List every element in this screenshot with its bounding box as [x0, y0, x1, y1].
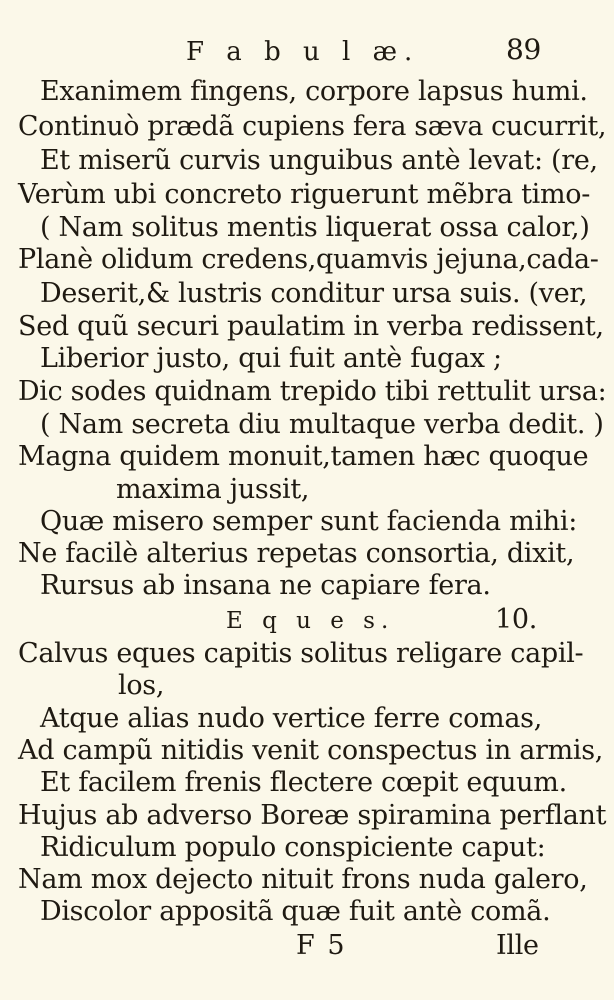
verse-line: Verùm ubi concreto riguerunt mẽbra timo-	[18, 179, 591, 210]
verse-line: Rursus ab insana ne capiare fera.	[40, 570, 491, 601]
verse-line: Et facilem frenis flectere cœpit equum.	[40, 767, 567, 798]
verse-line: Exanimem fingens, corpore lapsus humi.	[40, 76, 588, 107]
verse-line: Magna quidem monuit,tamen hæc quoque	[18, 441, 589, 472]
fable-number: 10.	[495, 604, 538, 635]
verse-line: ( Nam secreta diu multaque verba dedit. )	[40, 409, 604, 440]
verse-line: maxima jussit,	[116, 474, 310, 505]
fable-title: E q u e s.	[226, 608, 395, 634]
verse-line: Sed quũ securi paulatim in verba redissent,	[18, 311, 604, 342]
verse-line: los,	[118, 670, 165, 701]
verse-line: Liberior justo, qui fuit antè fugax ;	[40, 343, 502, 374]
verse-line: Ad campũ nitidis venit conspectus in armis,	[18, 735, 604, 766]
signature-mark: F 5	[296, 930, 347, 961]
page-number: 89	[506, 33, 542, 66]
verse-line: Ne facilè alterius repetas consortia, dixit,	[18, 538, 575, 569]
verse-line: Nam mox dejecto nituit frons nuda galero,	[18, 864, 588, 895]
verse-line: Discolor appositã quæ fuit antè comã.	[40, 896, 551, 927]
verse-line: Planè olidum credens,quamvis jejuna,cada-	[18, 244, 599, 275]
verse-line: Calvus eques capitis solitus religare capil-	[18, 638, 584, 669]
verse-line: ( Nam solitus mentis liquerat ossa calor,)	[40, 212, 590, 243]
verse-line: Hujus ab adverso Boreæ spiramina perflant	[18, 800, 607, 831]
catchword: Ille	[496, 930, 539, 961]
verse-line: Dic sodes quidnam trepido tibi rettulit ursa:	[18, 376, 607, 407]
running-head: F a b u l æ.	[186, 37, 420, 67]
verse-line: Continuò prædã cupiens fera sæva cucurrit,	[18, 111, 607, 142]
verse-line: Quæ misero semper sunt facienda mihi:	[40, 506, 577, 537]
verse-line: Ridiculum populo conspiciente caput:	[40, 832, 546, 863]
verse-line: Et miserũ curvis unguibus antè levat: (re,	[40, 145, 598, 176]
verse-line: Atque alias nudo vertice ferre comas,	[40, 703, 542, 734]
verse-line: Deserit,& lustris conditur ursa suis. (ver,	[40, 278, 588, 309]
